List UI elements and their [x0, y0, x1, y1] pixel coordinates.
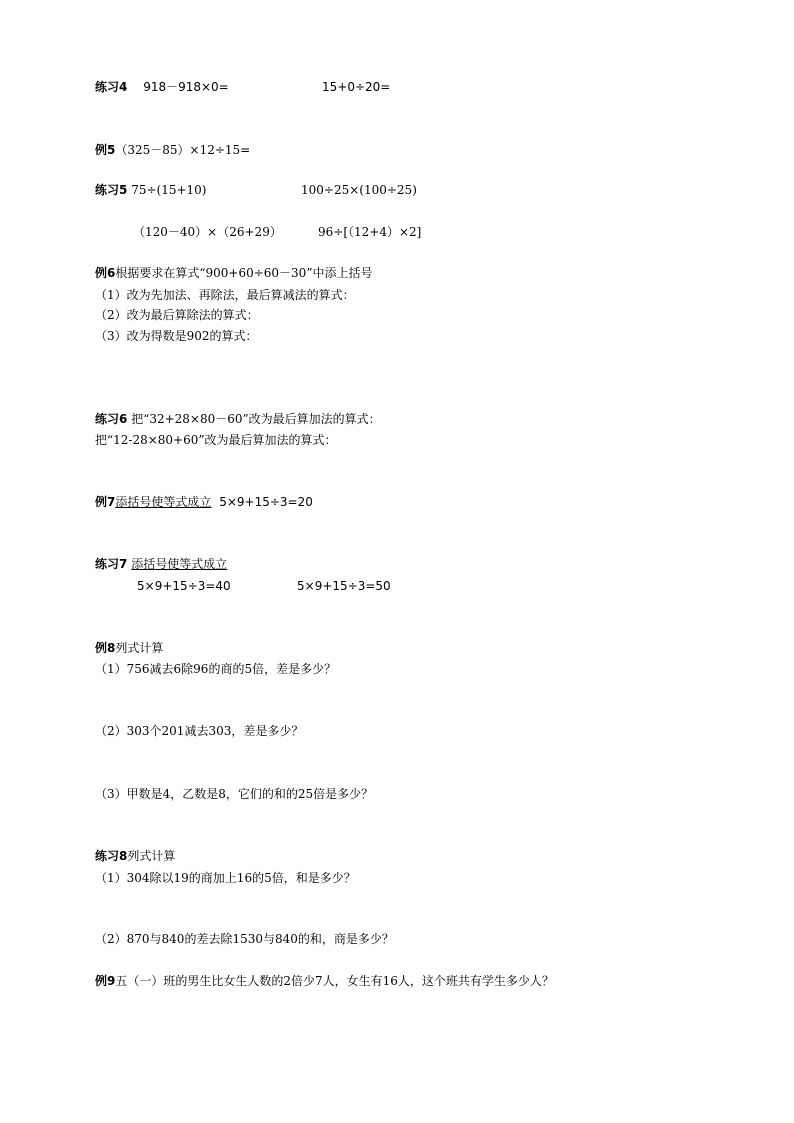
example-5-expr: （325－85）×12÷15= — [115, 143, 251, 157]
example-6-question-2: （2）改为最后算除法的算式： — [95, 308, 259, 322]
exercise-6-question-1: 把“32+28×80－60”改为最后算加法的算式： — [131, 412, 381, 426]
exercise-7-title: 添括号使等式成立 — [131, 557, 228, 571]
exercise-5-expr-3: （120－40）×（26+29） — [133, 225, 282, 239]
exercise-7-expr-2: 5×9+15÷3=50 — [297, 579, 391, 593]
exercise-6-question-2: 把“12-28×80+60”改为最后算加法的算式： — [95, 433, 337, 447]
example-8-label: 例8 — [95, 641, 116, 655]
exercise-4-label: 练习4 — [95, 80, 128, 94]
example-7 — [95, 494, 313, 510]
exercise-6-label: 练习6 — [95, 412, 128, 426]
example-6 — [95, 265, 372, 281]
exercise-5-expr-1: 75÷(15+10) — [131, 183, 207, 197]
example-5-label: 例5 — [95, 143, 116, 157]
exercise-8-question-2: （2）870与840的差去除1530与840的和，商是多少？ — [95, 932, 394, 946]
exercise-5 — [95, 182, 206, 198]
example-8-question-3: （3）甲数是4，乙数是8，它们的和的25倍是多少？ — [95, 787, 374, 801]
example-6-label: 例6 — [95, 266, 116, 280]
exercise-5-expr-4: 96÷[（12+4）×2] — [318, 225, 422, 239]
exercise-5-expr-2: 100÷25×(100÷25) — [301, 183, 417, 197]
exercise-8-title: 列式计算 — [127, 849, 176, 863]
exercise-8-question-1: （1）304除以19的商加上16的5倍，和是多少？ — [95, 871, 356, 885]
example-9 — [95, 973, 554, 989]
example-7-label: 例7 — [95, 495, 116, 509]
exercise-4 — [95, 79, 229, 95]
example-5 — [95, 142, 250, 158]
example-9-text: 五（一）班的男生比女生人数的2倍少7人，女生有16人，这个班共有学生多少人？ — [115, 974, 554, 988]
example-8-question-2: （2）303个201减去303，差是多少？ — [95, 724, 304, 738]
exercise-7-expr-1: 5×9+15÷3=40 — [137, 579, 231, 593]
example-6-title: 根据要求在算式“900+60÷60－30”中添上括号 — [115, 266, 373, 280]
example-6-question-1: （1）改为先加法、再除法，最后算减法的算式： — [95, 288, 355, 302]
exercise-5-label: 练习5 — [95, 183, 128, 197]
example-8-title: 列式计算 — [115, 641, 164, 655]
exercise-8-label: 练习8 — [95, 849, 128, 863]
example-8-question-1: （1）756减去6除96的商的5倍，差是多少？ — [95, 662, 337, 676]
exercise-4-expr-2: 15+0÷20= — [322, 80, 391, 94]
example-7-expr: 5×9+15÷3=20 — [219, 495, 313, 509]
exercise-7 — [95, 556, 227, 572]
exercise-8 — [95, 848, 175, 864]
exercise-4-expr-1: 918－918×0= — [143, 80, 229, 94]
example-9-label: 例9 — [95, 974, 116, 988]
exercise-6 — [95, 411, 381, 427]
example-6-question-3: （3）改为得数是902的算式： — [95, 329, 258, 343]
example-8 — [95, 640, 163, 656]
exercise-7-label: 练习7 — [95, 557, 128, 571]
example-7-title: 添括号使等式成立 — [115, 495, 212, 509]
